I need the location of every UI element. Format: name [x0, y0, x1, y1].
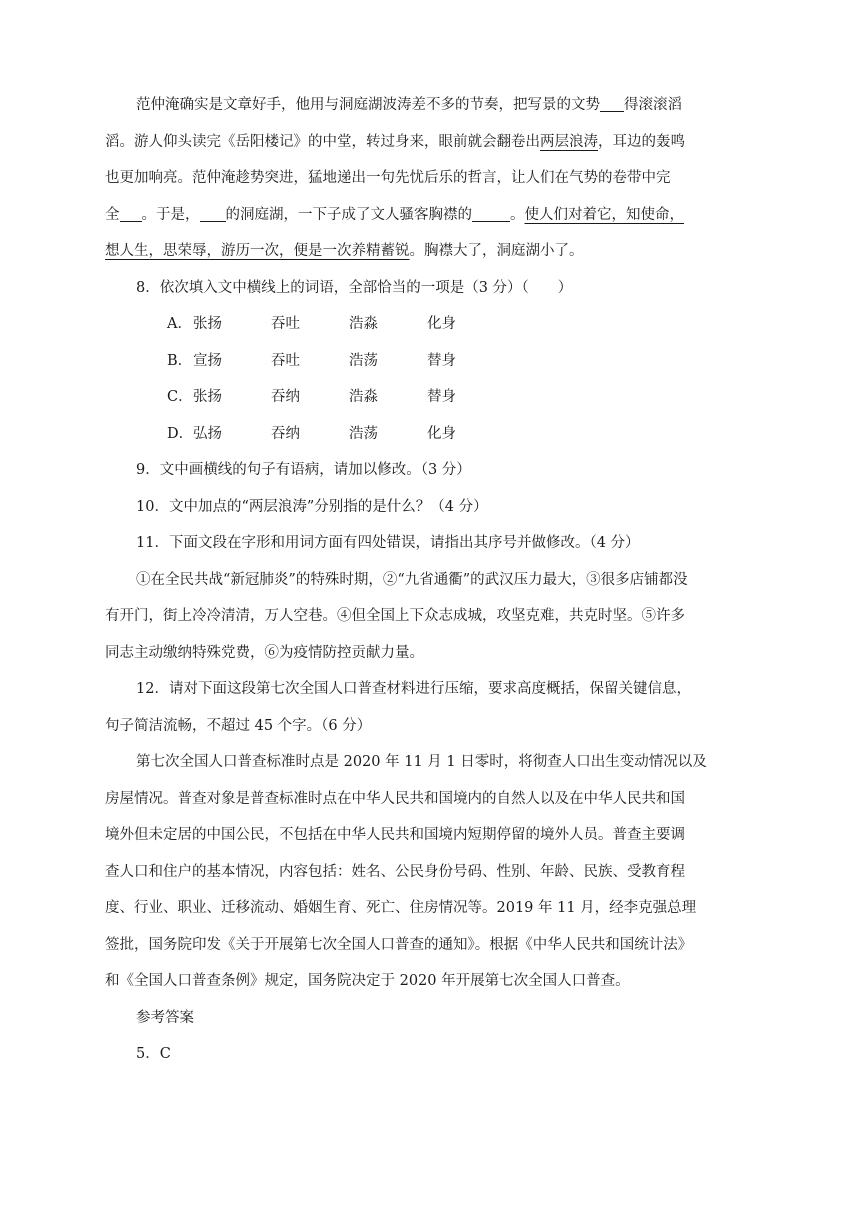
- passage-paragraph: [105, 87, 755, 270]
- option-d: [105, 416, 755, 453]
- text: 范仲淹确实是文章好手，他用与洞庭湖波涛差不多的节奏，把写景的文势: [136, 97, 600, 113]
- option-word: 吞纳: [271, 425, 300, 442]
- option-word: 吞纳: [271, 389, 300, 405]
- option-word: 替身: [427, 352, 456, 369]
- census-line: 第七次全国人口普查标准时点是 2020 年 11 月 1 日零时，将彻查人口出生变动情况以及: [136, 754, 707, 770]
- answer-5: 5．C: [136, 1046, 171, 1062]
- passage-line: [105, 124, 755, 161]
- question-11-line: ①在全民共战“新冠肺炎”的特殊时期，②“九省通衢”的武汉压力最大，③很多店铺都没: [136, 571, 688, 588]
- question-8-stem: 8．依次填入文中横线上的词语，全部恰当的一项是（3 分）（ ）: [136, 279, 573, 296]
- census-line: 房屋情况。普查对象是普查标准时点在中华人民共和国境内的自然人以及在中华人民共和国: [105, 790, 685, 807]
- option-word: 吞吐: [271, 352, 300, 369]
- option-word: 浩淼: [349, 389, 378, 405]
- option-letter: B．: [167, 352, 193, 369]
- text: 滔。游人仰头读完《岳阳楼记》的中堂，转过身来，眼前就会翻卷出: [105, 133, 540, 150]
- option-letter: D．: [167, 425, 194, 442]
- question-12-stem: 12．请对下面这段第七次全国人口普查材料进行压缩，要求高度概括，保留关键信息，: [136, 681, 691, 697]
- option-word: 张扬: [193, 389, 222, 405]
- question-9: 9．文中画横线的句子有语病，请加以修改。（3 分）: [136, 462, 471, 478]
- text: 。: [510, 206, 525, 223]
- option-word: 浩荡: [349, 425, 378, 442]
- census-line: 境外但未定居的中国公民，不包括在中华人民共和国境内短期停留的境外人员。普查主要调: [105, 827, 685, 843]
- passage-line: [105, 197, 755, 234]
- fill-blank: [472, 205, 510, 222]
- question-12-stem: 句子简洁流畅，不超过 45 个字。（6 分）: [105, 717, 372, 734]
- passage-line: [105, 87, 755, 124]
- answers-heading: 参考答案: [136, 1009, 194, 1026]
- option-a: [105, 306, 755, 343]
- census-line: 和《全国人口普查条例》规定，国务院决定于 2020 年开展第七次全国人口普查。: [105, 973, 630, 989]
- question-10: 10．文中加点的“两层浪涛”分别指的是什么？（4 分）: [136, 498, 488, 515]
- text: 。胸襟大了，洞庭湖小了。: [409, 243, 584, 259]
- fill-blank: [200, 205, 226, 222]
- option-word: 浩荡: [349, 352, 378, 369]
- option-letter: A．: [167, 316, 192, 332]
- option-letter: C．: [167, 389, 193, 405]
- fill-blank: [600, 95, 624, 112]
- passage-line: 也更加响亮。范仲淹趁势突进，猛地递出一句先忧后乐的哲言，让人们在气势的卷带中完: [105, 170, 671, 186]
- text: ，耳边的轰鸣: [598, 133, 685, 150]
- underlined-sentence: 想人生，思荣辱，游历一次，便是一次养精蓄锐: [105, 243, 410, 259]
- option-c: [105, 379, 755, 416]
- passage-line: [105, 233, 755, 270]
- census-line: 查人口和住户的基本情况，内容包括：姓名、公民身份号码、性别、年龄、民族、受教育程: [105, 863, 685, 880]
- option-b: [105, 343, 755, 380]
- document-page: [105, 87, 755, 1073]
- text: 。于是，: [141, 206, 200, 223]
- question-11-stem: 11．下面文段在字形和用词方面有四处错误，请指出其序号并做修改。（4 分）: [136, 535, 640, 551]
- option-word: 张扬: [193, 316, 222, 332]
- option-word: 浩淼: [349, 316, 378, 332]
- dotted-phrase: 两层浪涛: [540, 133, 598, 150]
- fill-blank: [120, 205, 142, 222]
- census-line: 度、行业、职业、迁移流动、婚姻生育、死亡、住房情况等。2019 年 11 月，经李克强总理: [105, 900, 697, 916]
- option-word: 替身: [427, 389, 456, 405]
- underlined-sentence: 使人们对着它，知使命，: [524, 206, 684, 223]
- census-line: 签批，国务院印发《关于开展第七次全国人口普查的通知》。根据《中华人民共和国统计法》: [105, 936, 693, 953]
- option-word: 化身: [427, 316, 456, 332]
- option-word: 宣扬: [193, 352, 222, 369]
- text: 全: [105, 206, 120, 223]
- option-word: 吞吐: [271, 316, 300, 332]
- option-word: 化身: [427, 425, 456, 442]
- question-11-line: 同志主动缴纳特殊党费，⑥为疫情防控贡献力量。: [105, 644, 424, 661]
- text: 的洞庭湖，一下子成了文人骚客胸襟的: [225, 206, 472, 223]
- option-word: 弘扬: [193, 425, 222, 442]
- text: 得滚滚滔: [624, 97, 682, 113]
- question-11-line: 有开门，街上冷冷清清，万人空巷。④但全国上下众志成城，攻坚克难，共克时坚。⑤许多: [105, 608, 685, 624]
